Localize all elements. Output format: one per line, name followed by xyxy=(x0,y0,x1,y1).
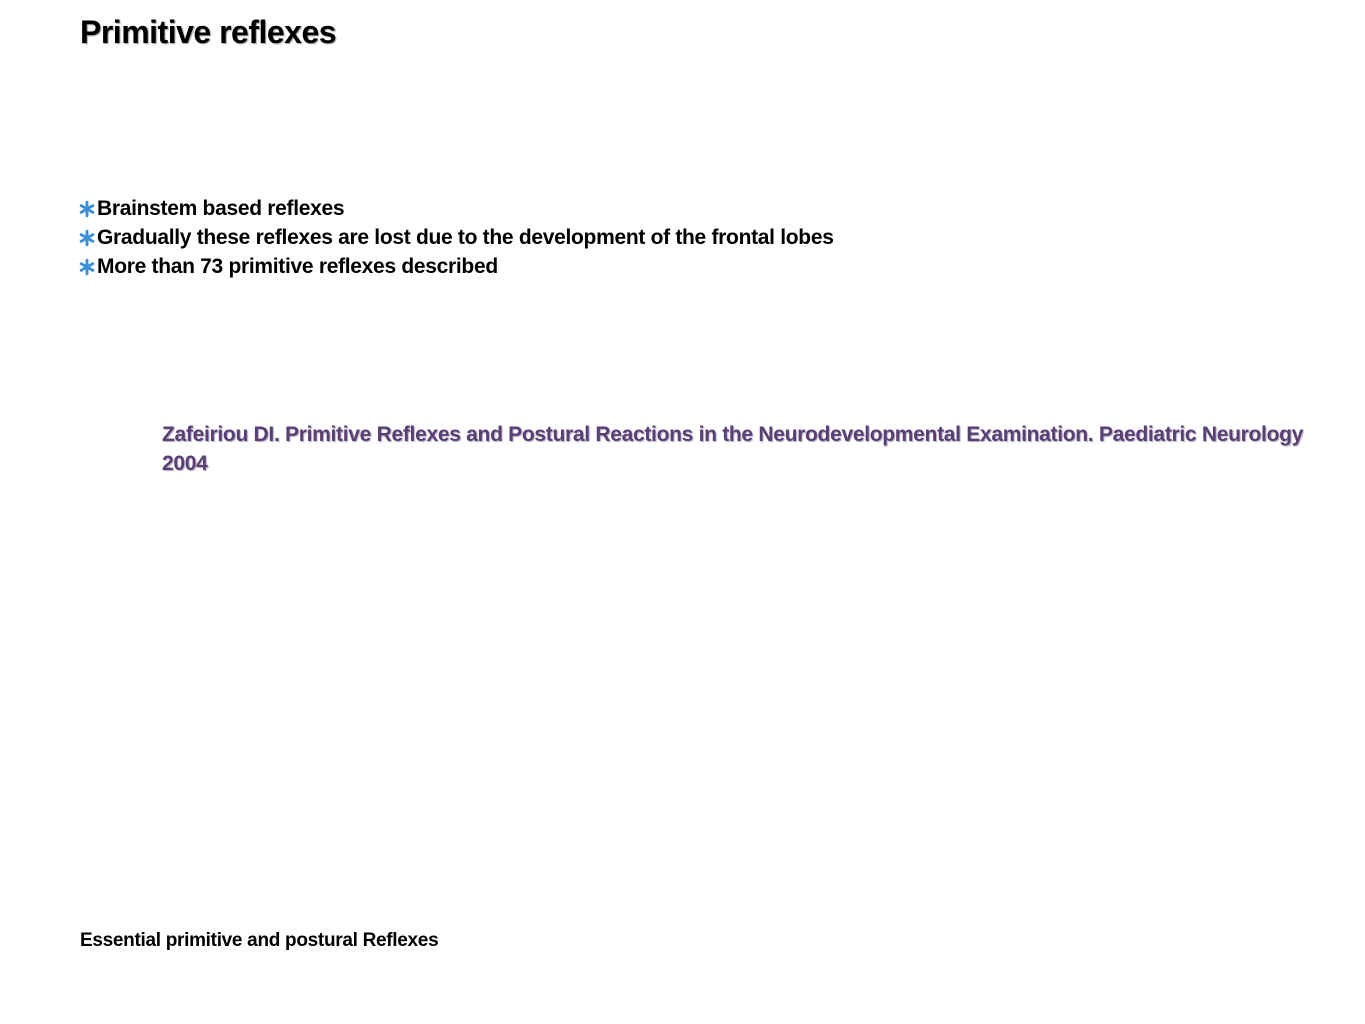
asterisk-bullet-icon xyxy=(78,200,96,218)
citation: Zafeiriou DI. Primitive Reflexes and Postural Reactions in the Neurodevelopmental Examination. Paediatric Neurology 2004 xyxy=(162,423,1303,475)
bullet-text: Gradually these reflexes are lost due to the development of the frontal lobes xyxy=(97,225,834,249)
bullet-list xyxy=(78,194,834,281)
bullet-text: Brainstem based reflexes xyxy=(97,196,345,220)
slide-footer: Essential primitive and postural Reflexes xyxy=(80,930,439,951)
slide-title: Primitive reflexes xyxy=(80,14,337,50)
bullet-item xyxy=(78,223,834,252)
bullet-item xyxy=(78,252,834,281)
asterisk-bullet-icon xyxy=(78,229,96,247)
bullet-text: More than 73 primitive reflexes described xyxy=(97,254,498,278)
bullet-item xyxy=(78,194,834,223)
asterisk-bullet-icon xyxy=(78,258,96,276)
